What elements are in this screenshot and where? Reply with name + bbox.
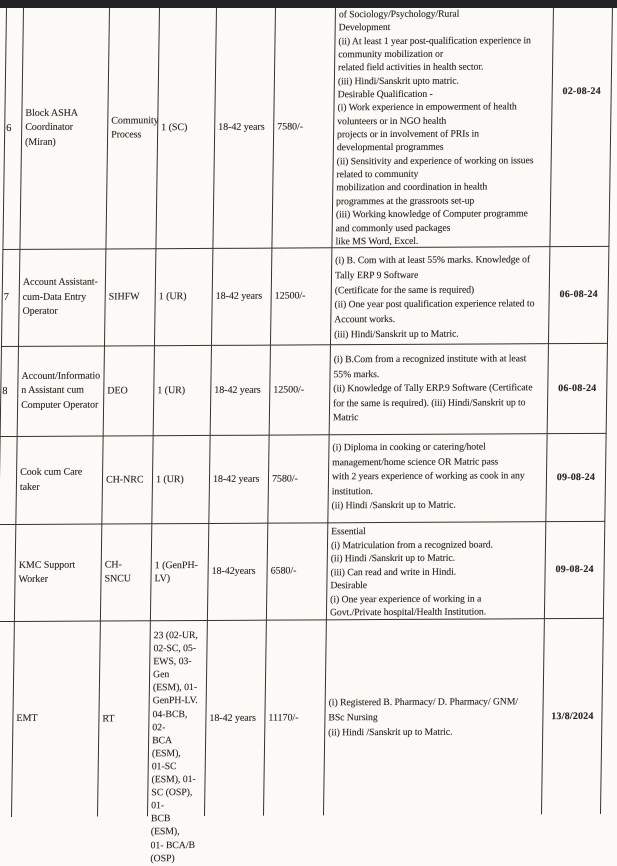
- cell-vacancy: 1 (SC): [156, 7, 217, 249]
- cell-post-name: Account/Informatio n Assistant cum Computer Operator: [18, 346, 105, 436]
- cell-vacancy: 1 (UR): [152, 436, 210, 524]
- cell-age: 18-42 years: [209, 436, 269, 524]
- cell-salary: 12500/-: [270, 345, 331, 435]
- cell-post-name: Cook cum Care taker: [16, 436, 103, 524]
- cell-last-date: 13/8/2024: [542, 619, 604, 814]
- cell-vacancy: 1 (UR): [154, 346, 212, 436]
- cell-last-date: 09-08-24: [545, 522, 605, 619]
- cell-qualification: (i) Registered B. Pharmacy/ D. Pharmacy/ GNM/ BSc Nursing (ii) Hindi /Sanskrit up to Matric.: [324, 619, 545, 815]
- cell-post-name: Account Assistant- cum-Data Entry Operator: [19, 249, 106, 346]
- cell-vacancy: 23 (02-UR, 02-SC, 05- EWS, 03-Gen (ESM), 01- GenPH-LV. 04-BCB, 02- BCA (ESM), 01-SC (ESM), 01- SC (OSP), 01- BCB (ESM), 01- BCA/B (OSP): [148, 621, 208, 816]
- cell-age: 18-42years: [208, 524, 268, 621]
- cell-serial-number: 8: [0, 347, 19, 437]
- cell-post-name: Block ASHA Coordinator (Miran): [20, 7, 110, 249]
- cell-salary: 6580/-: [267, 523, 328, 620]
- cell-unit: RT: [98, 621, 151, 816]
- cell-qualification: of Sociology/Psychology/Rural Development (ii) At least 1 year post-qualification experience in community mobilization or related field activities in health sector. (iii) Hindi/Sanskrit upto matric. Desirable Qualification - (i) Work experience in empowerment of health volunteers or in NGO health projects or in involvement of PRIs in developmental programmes (ii) Sensitivity and experience of working on issues related to community mobilization and coordination in health programmes at the grassroots set-up (iii) Working knowledge of Computer programme and commonly used packages like MS Word, Excel.: [332, 5, 554, 248]
- cell-salary: 11170/-: [264, 620, 327, 815]
- cell-unit: DEO: [104, 346, 155, 436]
- cell-serial-number: [0, 437, 18, 525]
- cell-last-date: 09-08-24: [546, 434, 606, 522]
- cell-last-date: 06-08-24: [548, 344, 608, 434]
- cell-age: 18-42 years: [205, 621, 267, 816]
- cell-qualification: (i) Diploma in cooking or catering/hotel management/home science OR Matric pass with 2 years experience of working as cook in any institution. (ii) Hindi /Sanskrit up to Matric.: [328, 434, 547, 523]
- cell-salary: 7580/-: [268, 435, 329, 523]
- cell-vacancy: 1 (GenPH- LV): [151, 524, 209, 621]
- cell-qualification: (i) B.Com from a recognized institute with at least 55% marks. (ii) Knowledge of Tally ERP.9 Software (Certificate for the same is required). (iii) Hindi/Sanskrit up to Matric: [330, 344, 549, 435]
- cell-unit: Community Process: [106, 7, 160, 249]
- recruitment-table: [0, 5, 613, 864]
- cell-age: 18-42 years: [212, 249, 272, 346]
- cell-age: 18-42 years: [213, 7, 276, 249]
- cell-post-name: EMT: [12, 622, 101, 817]
- scanner-black-bar: [0, 0, 617, 8]
- cell-age: 18-42 years: [211, 346, 271, 436]
- cell-serial-number: [0, 525, 16, 622]
- cell-qualification: (i) B. Com with at least 55% marks. Knowledge of Tally ERP 9 Software (Certificate for the same is required) (ii) One year post qualification experience related to Account works. (iii) Hindi/Sanskrit up to Matric.: [331, 247, 550, 345]
- cell-salary: 12500/-: [271, 248, 332, 345]
- cell-salary: 7580/-: [272, 6, 336, 248]
- cell-qualification: Essential (i) Matriculation from a recognized board. (ii) Hindi /Sanskrit up to Matric. (iii) Can read and write in Hindi. Desirable (i) One year experience of working in a Govt./Private hospital/Health Institution.: [327, 522, 546, 620]
- cell-last-date: 02-08-24: [550, 5, 613, 247]
- cell-unit: CH-SNCU: [101, 524, 152, 621]
- cell-unit: SIHFW: [105, 249, 156, 346]
- cell-serial-number: 7: [1, 250, 20, 347]
- cell-unit: CH-NRC: [102, 436, 153, 524]
- cell-last-date: 06-08-24: [549, 247, 609, 344]
- cell-vacancy: 1 (UR): [155, 249, 213, 346]
- cell-post-name: KMC Support Worker: [15, 525, 102, 622]
- cell-serial-number: 6: [2, 8, 24, 250]
